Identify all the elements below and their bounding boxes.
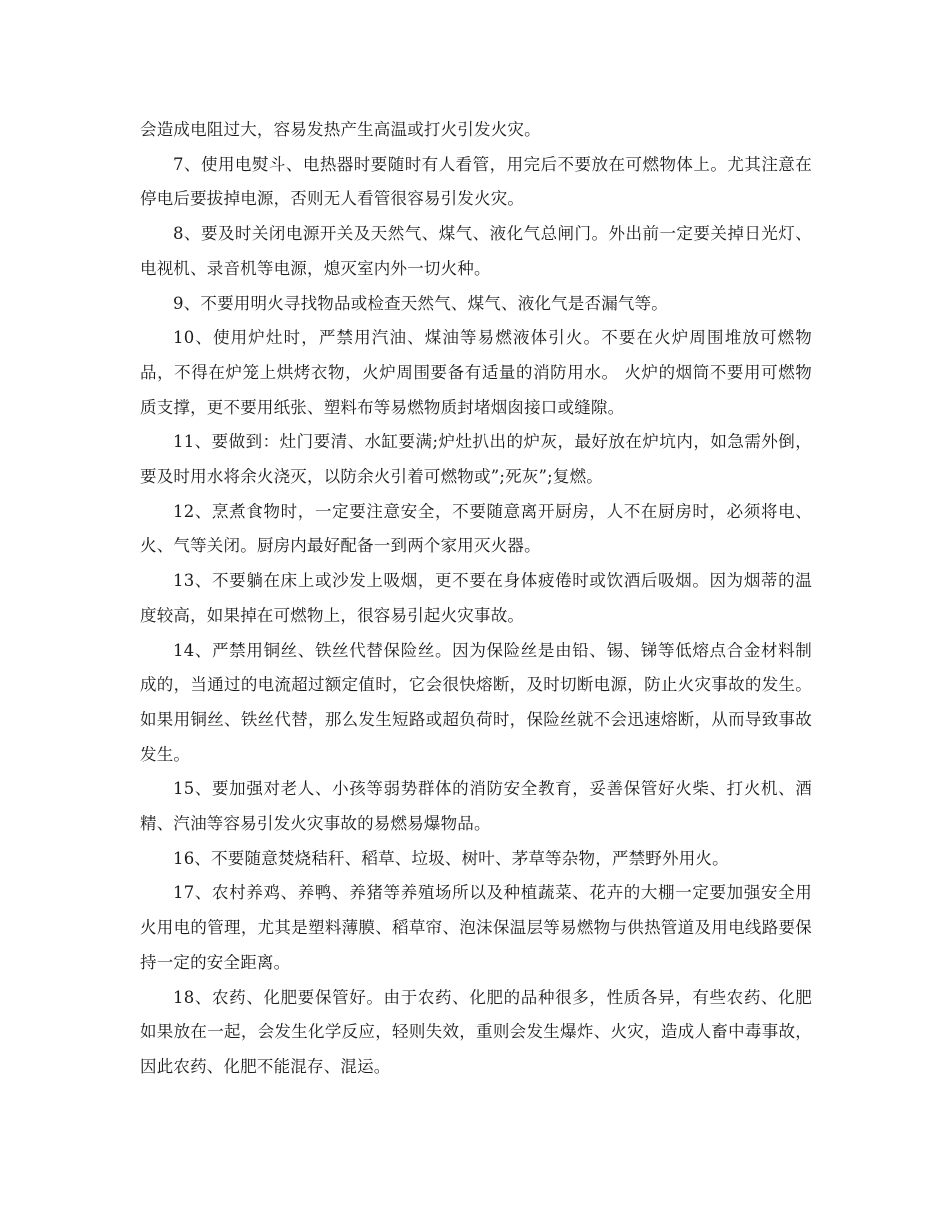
paragraph-item-11: 11、要做到：灶门要清、水缸要满;炉灶扒出的炉灰，最好放在炉坑内，如急需外倒，要及时用水将余火浇灭，以防余火引着可燃物或”;死灰”;复燃。 bbox=[140, 432, 812, 487]
paragraph-item-16: 16、不要随意焚烧秸秆、稻草、垃圾、树叶、茅草等杂物，严禁野外用火。 bbox=[173, 848, 729, 868]
paragraph-item-10: 10、使用炉灶时，严禁用汽油、煤油等易燃液体引火。不要在火炉周围堆放可燃物品，不得在炉笼上烘烤衣物，火炉周围要备有适量的消防用水。 火炉的烟筒不要用可燃物质支撑，更不要用纸张、塑料布等易燃物质封堵烟囱接口或缝隙。 bbox=[140, 328, 812, 417]
paragraph-item-9: 9、不要用明火寻找物品或检查天然气、煤气、液化气是否漏气等。 bbox=[173, 293, 668, 313]
paragraph-item-13: 13、不要躺在床上或沙发上吸烟，更不要在身体疲倦时或饮酒后吸烟。因为烟蒂的温度较高，如果掉在可燃物上，很容易引起火灾事故。 bbox=[140, 571, 812, 625]
paragraph-item-14: 14、严禁用铜丝、铁丝代替保险丝。因为保险丝是由铅、锡、锑等低熔点合金材料制成的，当通过的电流超过额定值时，它会很快熔断，及时切断电源，防止火灾事故的发生。如果用铜丝、铁丝代替，那么发生短路或超负荷时，保险丝就不会迅速熔断，从而导致事故发生。 bbox=[140, 640, 812, 764]
paragraph-item-17: 17、农村养鸡、养鸭、养猪等养殖场所以及种植蔬菜、花卉的大棚一定要加强安全用火用电的管理，尤其是塑料薄膜、稻草帘、泡沫保温层等易燃物与供热管道及用电线路要保持一定的安全距离。 bbox=[140, 883, 812, 972]
paragraph-continuation: 会造成电阻过大，容易发热产生高温或打火引发火灾。 bbox=[140, 120, 541, 139]
document-body bbox=[140, 113, 812, 1085]
paragraph-item-18: 18、农药、化肥要保管好。由于农药、化肥的品种很多，性质各异，有些农药、化肥如果放在一起，会发生化学反应，轻则失效，重则会发生爆炸、火灾，造成人畜中毒事故，因此农药、化肥不能混存、混运。 bbox=[140, 987, 812, 1076]
paragraph-item-15: 15、要加强对老人、小孩等弱势群体的消防安全教育，妥善保管好火柴、打火机、酒精、汽油等容易引发火灾事故的易燃易爆物品。 bbox=[140, 779, 812, 834]
paragraph-item-12: 12、烹煮食物时，一定要注意安全，不要随意离开厨房，人不在厨房时，必须将电、火、气等关闭。厨房内最好配备一到两个家用灭火器。 bbox=[140, 501, 812, 556]
paragraph-item-7: 7、使用电熨斗、电热器时要随时有人看管，用完后不要放在可燃物体上。尤其注意在停电后要拔掉电源，否则无人看管很容易引发火灾。 bbox=[140, 154, 812, 209]
paragraph-item-8: 8、要及时关闭电源开关及天然气、煤气、液化气总闸门。外出前一定要关掉日光灯、电视机、录音机等电源，熄灭室内外一切火种。 bbox=[140, 224, 812, 278]
